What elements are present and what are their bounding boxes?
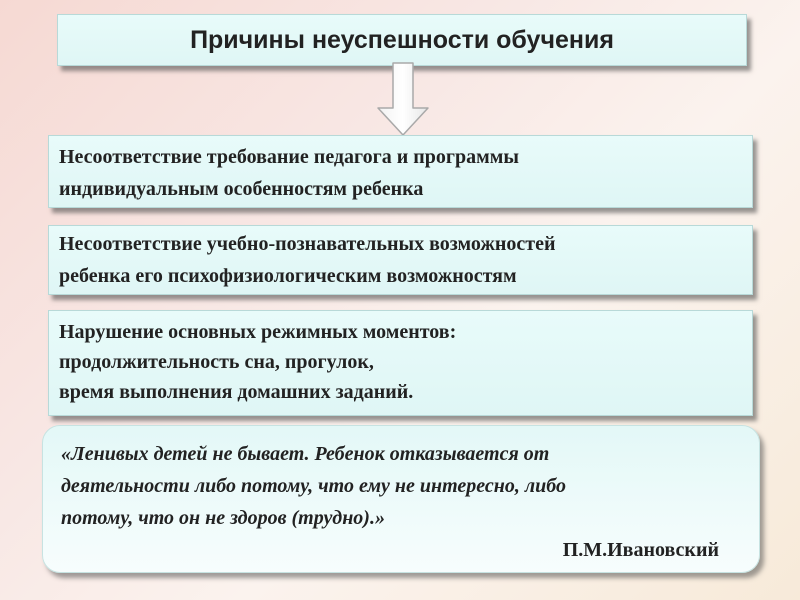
reason-1-line-2: индивидуальным особенностям ребенка <box>59 178 424 200</box>
reason-3-line-2: продолжительность сна, прогулок, <box>59 351 374 373</box>
reason-box-2 <box>48 225 753 295</box>
down-arrow-icon <box>376 62 430 137</box>
reason-1-line-1: Несоответствие требование педагога и программы <box>59 146 519 168</box>
quote-text <box>61 438 741 534</box>
quote-author: П.М.Ивановский <box>562 539 719 561</box>
reason-2-line-1: Несоответствие учебно-познавательных возможностей <box>59 233 556 255</box>
quote-line-3: потому, что он не здоров (трудно).» <box>61 507 385 529</box>
reason-3-line-1: Нарушение основных режимных моментов: <box>59 321 457 343</box>
reason-2-line-2: ребенка его психофизиологическим возможностям <box>59 265 517 287</box>
quote-box <box>42 425 760 573</box>
reason-3-line-3: время выполнения домашних заданий. <box>59 381 414 403</box>
quote-line-1: «Ленивых детей не бывает. Ребенок отказывается от <box>61 443 550 465</box>
reason-box-1 <box>48 135 753 208</box>
diagram-title <box>57 14 747 66</box>
diagram-title-text: Причины неуспешности обучения <box>190 25 614 54</box>
quote-line-2: деятельности либо потому, что ему не интересно, либо <box>61 475 566 497</box>
reason-box-3 <box>48 310 753 416</box>
